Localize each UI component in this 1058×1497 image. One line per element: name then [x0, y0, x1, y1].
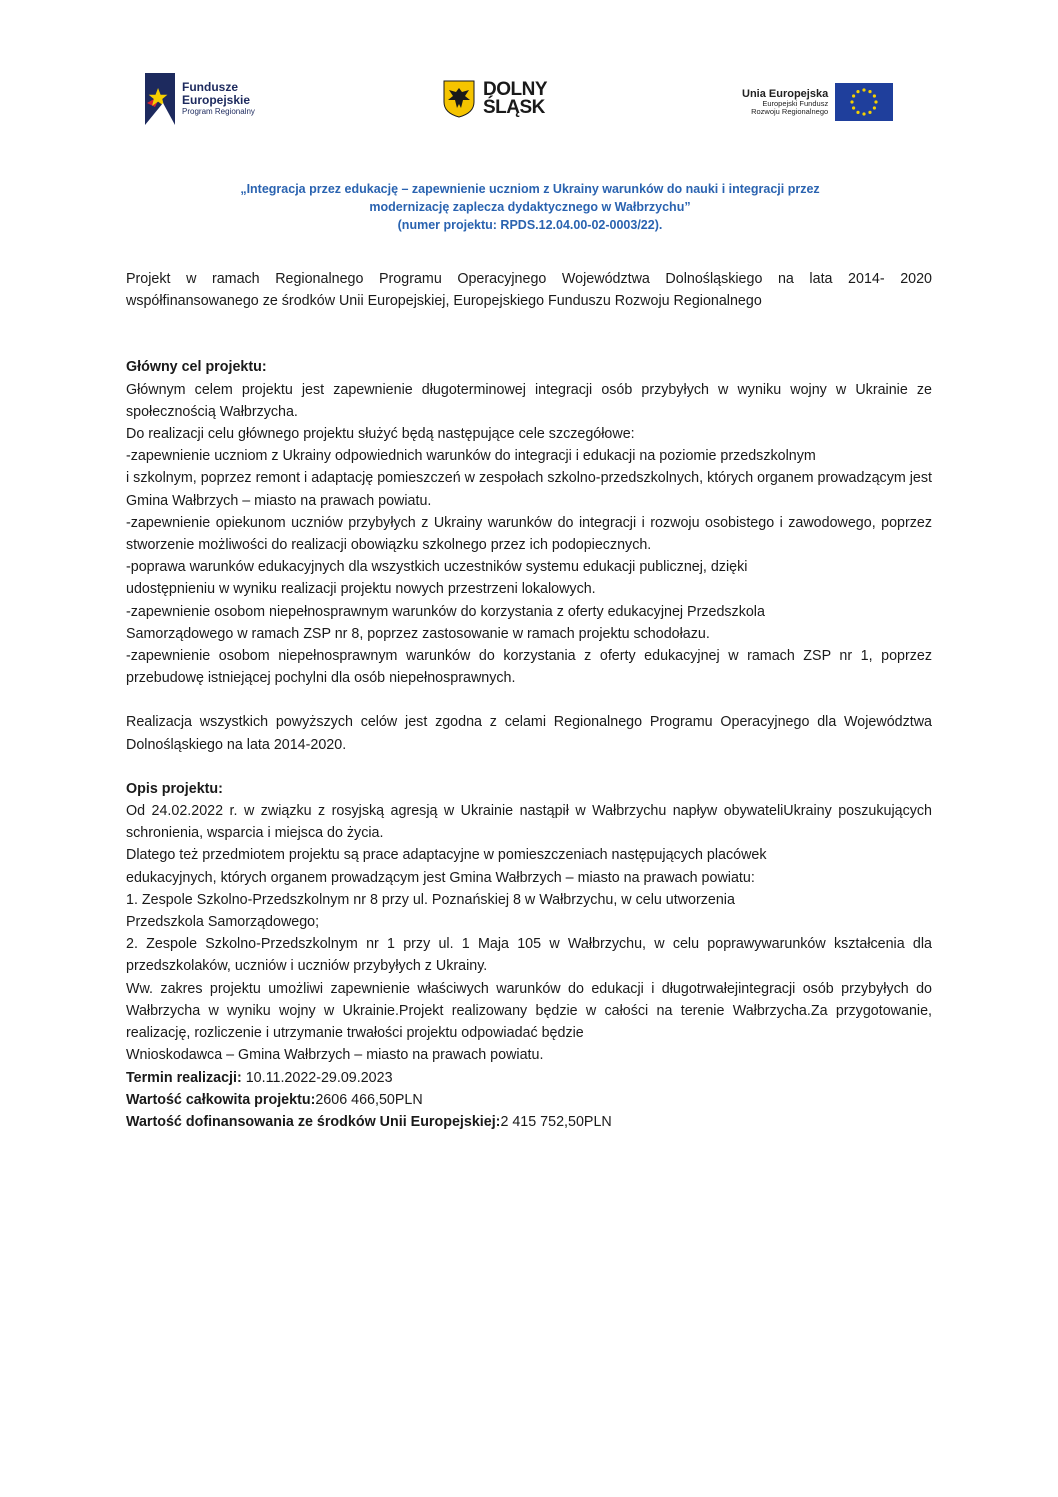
desc-paragraph-3: Ww. zakres projektu umożliwi zapewnienie właściwych warunków do edukacji i długotrwałejintegracji osób przybyłych do Wałbrzycha w wyniku wojny w Ukrainie.Projekt realizowany będzie w całości na terenie Wałbrzycha.Za przygotowanie, realizację, rozliczenie i utrzymanie trwałości projektu odpowiadać będzie [126, 980, 932, 1042]
dolny-slask-logo [443, 80, 547, 118]
goal-item-3a: -poprawa warunków edukacyjnych dla wszystkich uczestników systemu edukacji publicznej, dzięki [126, 559, 748, 576]
goal-compliance: Realizacja wszystkich powyższych celów jest zgodna z celami Regionalnego Programu Operacyjnego dla Województwa Dolnośląskiego na lata 2014-2020. [126, 714, 932, 753]
term-value: 10.11.2022-29.09.2023 [241, 1069, 393, 1086]
desc-paragraph-4: Wnioskodawca – Gmina Wałbrzych – miasto na prawach powiatu. [126, 1047, 544, 1064]
goal-item-1a: -zapewnienie uczniom z Ukrainy odpowiednich warunków do integracji i edukacji na poziomie przedszkolnym [126, 448, 816, 465]
desc-paragraph-2b: edukacyjnych, których organem prowadzącym jest Gmina Wałbrzych – miasto na prawach powiatu: [126, 869, 755, 886]
cofund-value: 2 415 752,50PLN [500, 1113, 612, 1130]
title-line2: modernizację zaplecza dydaktycznego w Wałbrzychu” [369, 200, 691, 214]
desc-item-1a: 1. Zespole Szkolno-Przedszkolnym nr 8 przy ul. Poznańskiej 8 w Wałbrzychu, w celu utworzenia [126, 891, 735, 908]
desc-item-1b: Przedszkola Samorządowego; [126, 914, 320, 931]
ds-line2: ŚLĄSK [483, 97, 545, 118]
desc-item-2: 2. Zespole Szkolno-Przedszkolnym nr 1 przy ul. 1 Maja 105 w Wałbrzychu, w celu poprawywarunków kształcenia dla przedszkolaków, uczniów i uczniów przybyłych z Ukrainy. [126, 936, 932, 975]
desc-paragraph-1: Od 24.02.2022 r. w związku z rosyjską agresją w Ukrainie nastąpił w Wałbrzychu napływ obywateliUkrainy poszukujących schronienia, wsparcia i miejsca do życia. [126, 803, 932, 842]
unia-europejska-logo [742, 83, 893, 121]
term-label: Termin realizacji: [126, 1069, 242, 1086]
eu-flag-icon [835, 83, 893, 121]
total-value-row [126, 1089, 932, 1111]
total-label: Wartość całkowita projektu: [126, 1091, 316, 1108]
goal-item-3b: udostępnieniu w wyniku realizacji projektu nowych przestrzeni lokalowych. [126, 581, 596, 598]
desc-heading: Opis projektu: [126, 780, 223, 797]
goal-specific-intro: Do realizacji celu głównego projektu służyć będą następujące cele szczegółowe: [126, 426, 635, 443]
fundusze-europejskie-logo [145, 73, 255, 125]
goal-item-4b: Samorządowego w ramach ZSP nr 8, poprzez zastosowanie w ramach projektu schodołazu. [126, 625, 710, 642]
desc-paragraph-2a: Dlatego też przedmiotem projektu są prace adaptacyjne w pomieszczeniach następujących placówek [126, 847, 767, 864]
ue-line2: Europejski Fundusz [762, 98, 829, 108]
ue-line1: Unia Europejska [742, 87, 829, 100]
goal-item-5: -zapewnienie osobom niepełnosprawnym warunków do korzystania z oferty edukacyjnej w ramach ZSP nr 1, poprzez przebudowę istniejącej pochylni dla osób niepełnosprawnych. [126, 648, 932, 687]
goal-item-2: -zapewnienie opiekunom uczniów przybyłych z Ukrainy warunków do integracji i rozwoju osobistego i zawodowego, poprzez stworzenie możliwości do realizacji obowiązku szkolnego przez ich podopiecznych. [126, 514, 932, 554]
ue-line3: Rozwoju Regionalnego [751, 107, 829, 117]
fe-line3: Program Regionalny [182, 107, 255, 117]
intro-paragraph: Projekt w ramach Regionalnego Programu Operacyjnego Województwa Dolnośląskiego na lata 2014- 2020 współfinansowanego ze środków Unii Europejskiej, Europejskiego Funduszu Rozwoju Regionalnego [126, 271, 932, 310]
document-body [126, 268, 932, 1133]
eagle-crest-icon [443, 80, 475, 118]
total-value: 2606 466,50PLN [315, 1091, 423, 1108]
title-line3: (numer projektu: RPDS.12.04.00-02-0003/22). [397, 218, 663, 232]
fe-line2: Europejskie [182, 92, 251, 107]
cofund-value-row [126, 1111, 932, 1133]
goal-item-4a: -zapewnienie osobom niepełnosprawnym warunków do korzystania z oferty edukacyjnej Przedszkola [126, 603, 765, 620]
goal-heading: Główny cel projektu: [126, 359, 267, 376]
ds-line1: DOLNY [483, 78, 547, 100]
goal-item-1b: i szkolnym, poprzez remont i adaptację pomieszczeń w zespołach szkolno-przedszkolnych, których organem prowadzącym jest Gmina Wałbrzych – miasto na prawach powiatu. [126, 470, 932, 509]
cofund-label: Wartość dofinansowania ze środków Unii Europejskiej: [126, 1113, 501, 1130]
title-line1: „Integracja przez edukację – zapewnienie uczniom z Ukrainy warunków do nauki i integracji przez [240, 182, 820, 196]
goal-paragraph: Głównym celem projektu jest zapewnienie długoterminowej integracji osób przybyłych w wyniku wojny w Ukrainie ze społecznością Wałbrzycha. [126, 381, 932, 420]
fe-star-icon [145, 73, 175, 125]
document-title [150, 180, 910, 234]
fe-line1: Fundusze [182, 80, 238, 95]
term-row [126, 1067, 932, 1089]
